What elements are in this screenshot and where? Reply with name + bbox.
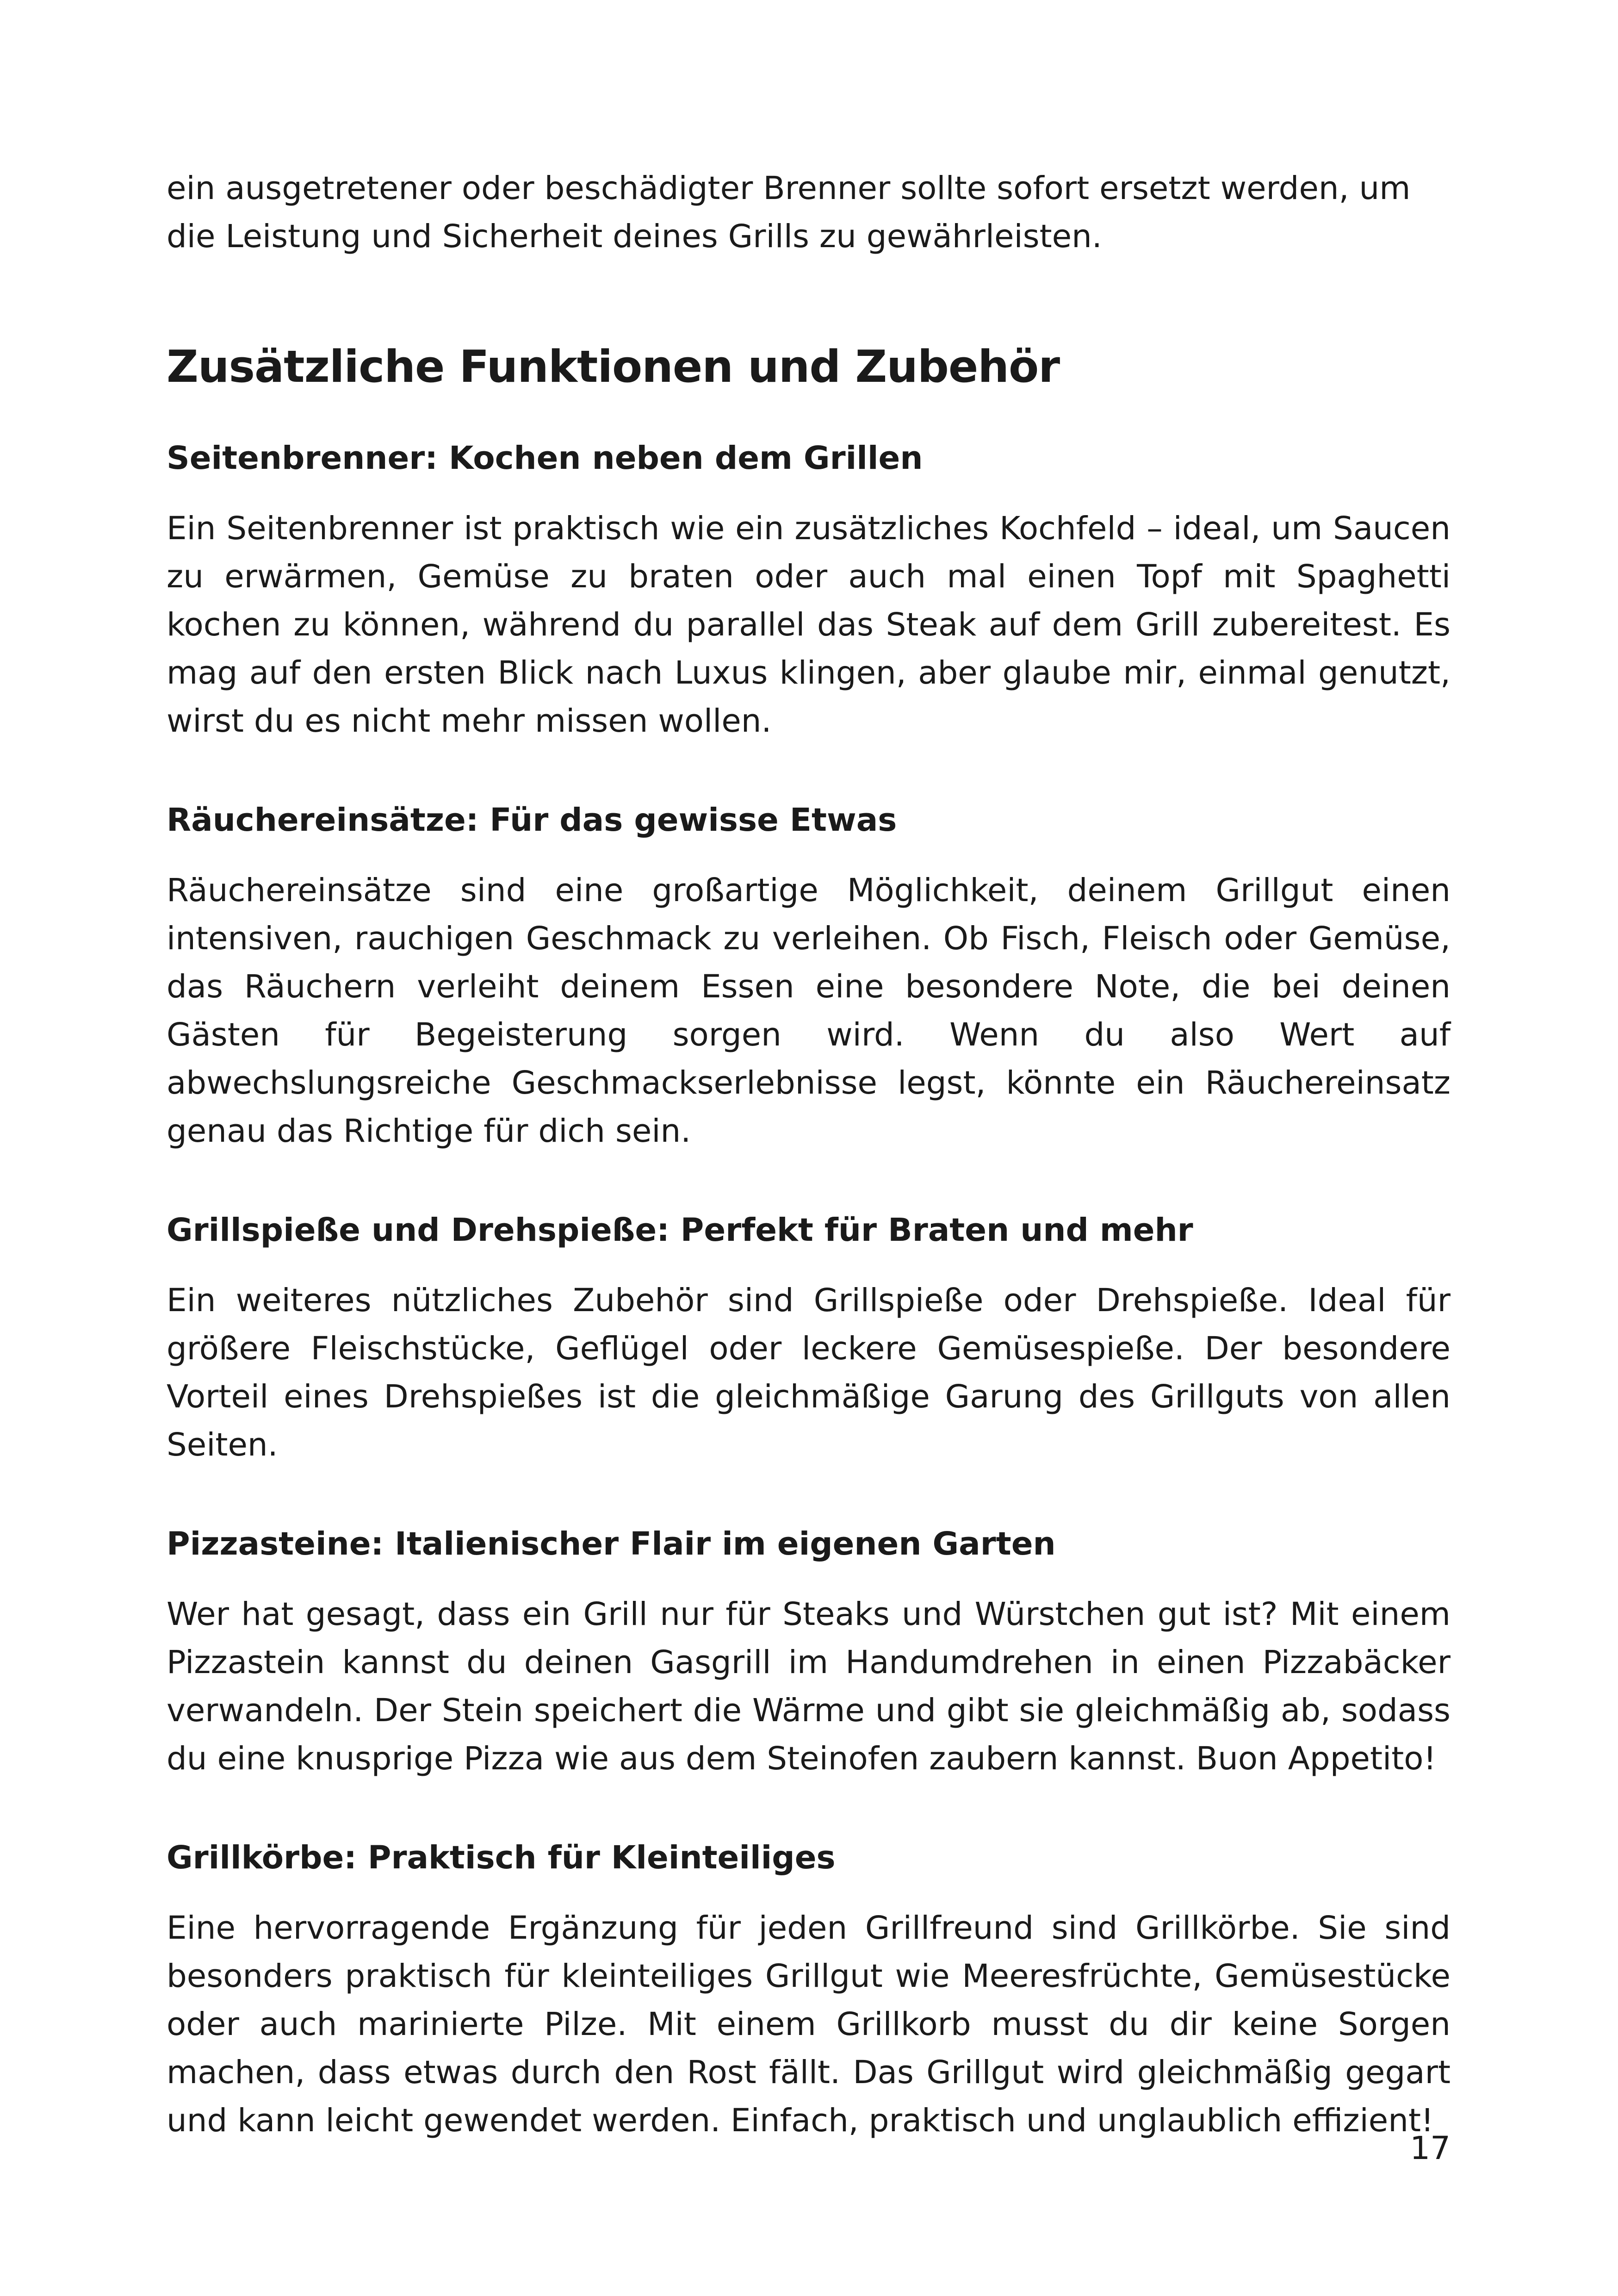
subsection-text-seitenbrenner: Ein Seitenbrenner ist praktisch wie ein zusätzliches Kochfeld – ideal, um Saucen zu erwärmen, Gemüse zu braten oder auch mal einen Topf mit Spaghetti kochen zu können, während du parallel das Steak auf dem Grill zubereitest. Es mag auf den ersten Blick nach Luxus klingen, aber glaube mir, einmal genutzt, wirst du es nicht mehr missen wollen. bbox=[167, 510, 1451, 740]
subsection-title-grillspiesse: Grillspieße und Drehspieße: Perfekt für Braten und mehr bbox=[167, 1212, 1193, 1249]
subsection-text-pizzasteine: Wer hat gesagt, dass ein Grill nur für Steaks und Würstchen gut ist? Mit einem Pizzastein kannst du deinen Gasgrill im Handumdrehen in einen Pizzabäcker verwandeln. Der Stein speichert die Wärme und gibt sie gleichmäßig ab, sodass du eine knusprige Pizza wie aus dem Steinofen zaubern kannst. Buon Appetito! bbox=[167, 1596, 1451, 1777]
subsection-title-raeuchereinsaetze: Räuchereinsätze: Für das gewisse Etwas bbox=[167, 802, 897, 839]
page-body bbox=[167, 164, 1451, 2145]
section-heading: Zusätzliche Funktionen und Zubehör bbox=[167, 342, 1060, 392]
subsection-title-seitenbrenner: Seitenbrenner: Kochen neben dem Grillen bbox=[167, 440, 923, 477]
intro-paragraph: ein ausgetretener oder beschädigter Brenner sollte sofort ersetzt werden, um die Leistung und Sicherheit deines Grills zu gewährleisten. bbox=[167, 170, 1411, 255]
subsection-text-raeuchereinsaetze: Räuchereinsätze sind eine großartige Möglichkeit, deinem Grillgut einen intensiven, rauchigen Geschmack zu verleihen. Ob Fisch, Fleisch oder Gemüse, das Räuchern verleiht deinem Essen eine besondere Note, die bei deinen Gästen für Begeisterung sorgen wird. Wenn du also Wert auf abwechslungsreiche Geschmackserlebnisse legst, könnte ein Räuchereinsatz genau das Richtige für dich sein. bbox=[167, 872, 1451, 1150]
subsection-text-grillspiesse: Ein weiteres nützliches Zubehör sind Grillspieße oder Drehspieße. Ideal für größere Fleischstücke, Geflügel oder leckere Gemüsespieße. Der besondere Vorteil eines Drehspießes ist die gleichmäßige Garung des Grillguts von allen Seiten. bbox=[167, 1282, 1451, 1463]
subsection-text-grillkoerbe: Eine hervorragende Ergänzung für jeden Grillfreund sind Grillkörbe. Sie sind besonders praktisch für kleinteiliges Grillgut wie Meeresfrüchte, Gemüsestücke oder auch marinierte Pilze. Mit einem Grillkorb musst du dir keine Sorgen machen, dass etwas durch den Rost fällt. Das Grillgut wird gleichmäßig gegart und kann leicht gewendet werden. Einfach, praktisch und unglaublich effizient! bbox=[167, 1910, 1451, 2139]
subsection-title-pizzasteine: Pizzasteine: Italienischer Flair im eigenen Garten bbox=[167, 1525, 1056, 1562]
page-number: 17 bbox=[1410, 2130, 1451, 2167]
subsection-title-grillkoerbe: Grillkörbe: Praktisch für Kleinteiliges bbox=[167, 1839, 836, 1876]
